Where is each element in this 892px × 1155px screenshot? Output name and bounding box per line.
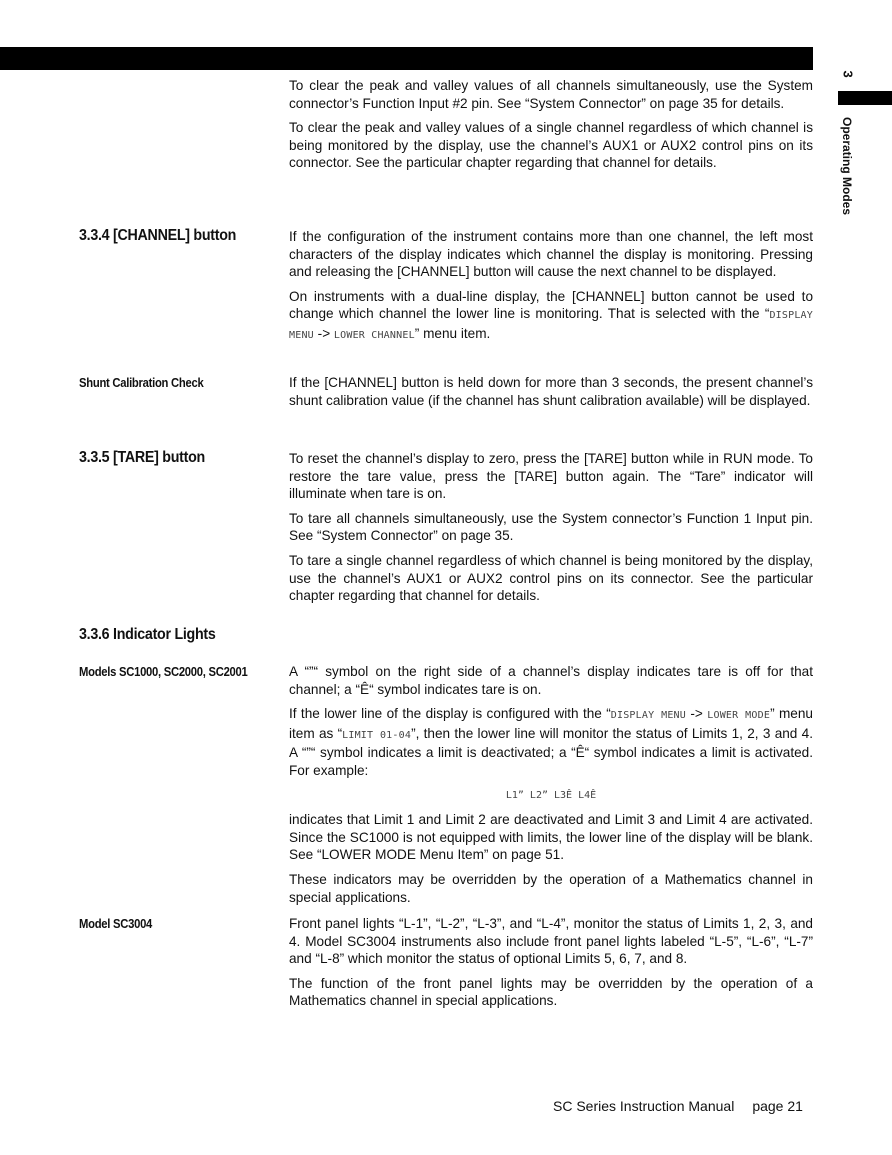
- paragraph: On instruments with a dual-line display, the [CHANNEL] button cannot be used to change which channel the lower line is monitoring. That is selected with the “DISPLAY MENU -> LOWER CHANNEL” menu item.: [289, 288, 813, 341]
- paragraph: To tare a single channel regardless of which channel is being monitored by the display, use the channel’s AUX1 or AUX2 control pins on its connector. See the particular chapter regarding that channel for details.: [289, 552, 813, 604]
- indicator-models-a-section: [289, 663, 813, 913]
- page-number: page 21: [752, 1098, 803, 1114]
- channel-button-section: [289, 228, 813, 352]
- paragraph: To reset the channel’s display to zero, press the [TARE] button while in RUN mode. To restore the tare value, press the [TARE] button again. The “Tare” indicator will illuminate when tare is on.: [289, 451, 813, 502]
- paragraph: A “”“ symbol on the right side of a channel’s display indicates tare is off for that channel; a “Ê“ symbol indicates tare is on.: [289, 664, 813, 697]
- paragraph: If the configuration of the instrument contains more than one channel, the left most characters of the display indicates which channel the display is monitoring. Pressing and releasing the [CHANNEL] button will cause the next channel to be displayed.: [289, 229, 813, 280]
- subheading-models-sc1000: Models SC1000, SC2000, SC2001: [79, 665, 248, 679]
- paragraph: To tare all channels simultaneously, use the System connector’s Function 1 Input pin. See “System Connector” on page 35.: [289, 510, 813, 544]
- chapter-number: 3: [840, 70, 856, 78]
- section-heading-channel-button: 3.3.4 [CHANNEL] button: [79, 227, 237, 244]
- page-footer: [553, 1098, 803, 1114]
- intro-section: [289, 77, 813, 179]
- menu-code: DISPLAY MENU: [610, 710, 687, 722]
- manual-title: SC Series Instruction Manual: [553, 1098, 735, 1114]
- header-bar: [0, 47, 813, 70]
- paragraph: Front panel lights “L-1”, “L-2”, “L-3”, and “L-4”, monitor the status of Limits 1, 2, 3, and 4. Model SC3004 instruments also include front panel lights labeled “L-5”, “L-6”, “L-7” and “L-8” which monitor the status of optional Limits 5, 6, 7, and 8.: [289, 916, 813, 967]
- menu-code: LOWER CHANNEL: [333, 329, 415, 341]
- section-heading-indicator-lights: 3.3.6 Indicator Lights: [79, 626, 216, 643]
- paragraph: The function of the front panel lights may be overridden by the operation of a Mathematics channel in special applications.: [289, 975, 813, 1009]
- menu-code: LOWER MODE: [707, 710, 771, 722]
- paragraph: These indicators may be overridden by the operation of a Mathematics channel in special applications.: [289, 871, 813, 905]
- paragraph: indicates that Limit 1 and Limit 2 are deactivated and Limit 3 and Limit 4 are activated. Since the SC1000 is not equipped with limits, the lower line of the display will be blank. See “LOWER MODE Menu Item” on page 51.: [289, 812, 813, 863]
- paragraph: To clear the peak and valley values of all channels simultaneously, use the System connector’s Function Input #2 pin. See “System Connector” on page 35 for details.: [289, 78, 813, 111]
- chapter-title: Operating Modes: [840, 116, 854, 215]
- display-example: L1” L2” L3Ê L4Ê: [505, 789, 597, 801]
- indicator-model-b-section: [289, 915, 813, 1017]
- paragraph: If the [CHANNEL] button is held down for more than 3 seconds, the present channel’s shunt calibration value (if the channel has shunt calibration available) will be displayed.: [289, 375, 813, 408]
- menu-code: DISPLAY MENU: [289, 310, 813, 341]
- subheading-shunt-calibration: Shunt Calibration Check: [79, 376, 204, 390]
- shunt-section: [289, 374, 813, 416]
- paragraph: To clear the peak and valley values of a single channel regardless of which channel is being monitored by the display, use the channel’s AUX1 or AUX2 control pins on its connector. See the particular chapter regarding that channel for details.: [289, 120, 813, 171]
- subheading-model-sc3004: Model SC3004: [79, 917, 153, 931]
- section-heading-tare-button: 3.3.5 [TARE] button: [79, 449, 205, 466]
- paragraph: If the lower line of the display is configured with the “DISPLAY MENU -> LOWER MODE” menu item as “LIMIT 01-04”, then the lower line will monitor the status of Limits 1, 2, 3 and 4. A “”“ symbol indicates a limit is deactivated; a “Ê“ symbol indicates a limit is activated. For example:: [289, 706, 813, 778]
- menu-code: LIMIT 01-04: [342, 729, 412, 741]
- tare-button-section: [289, 450, 813, 612]
